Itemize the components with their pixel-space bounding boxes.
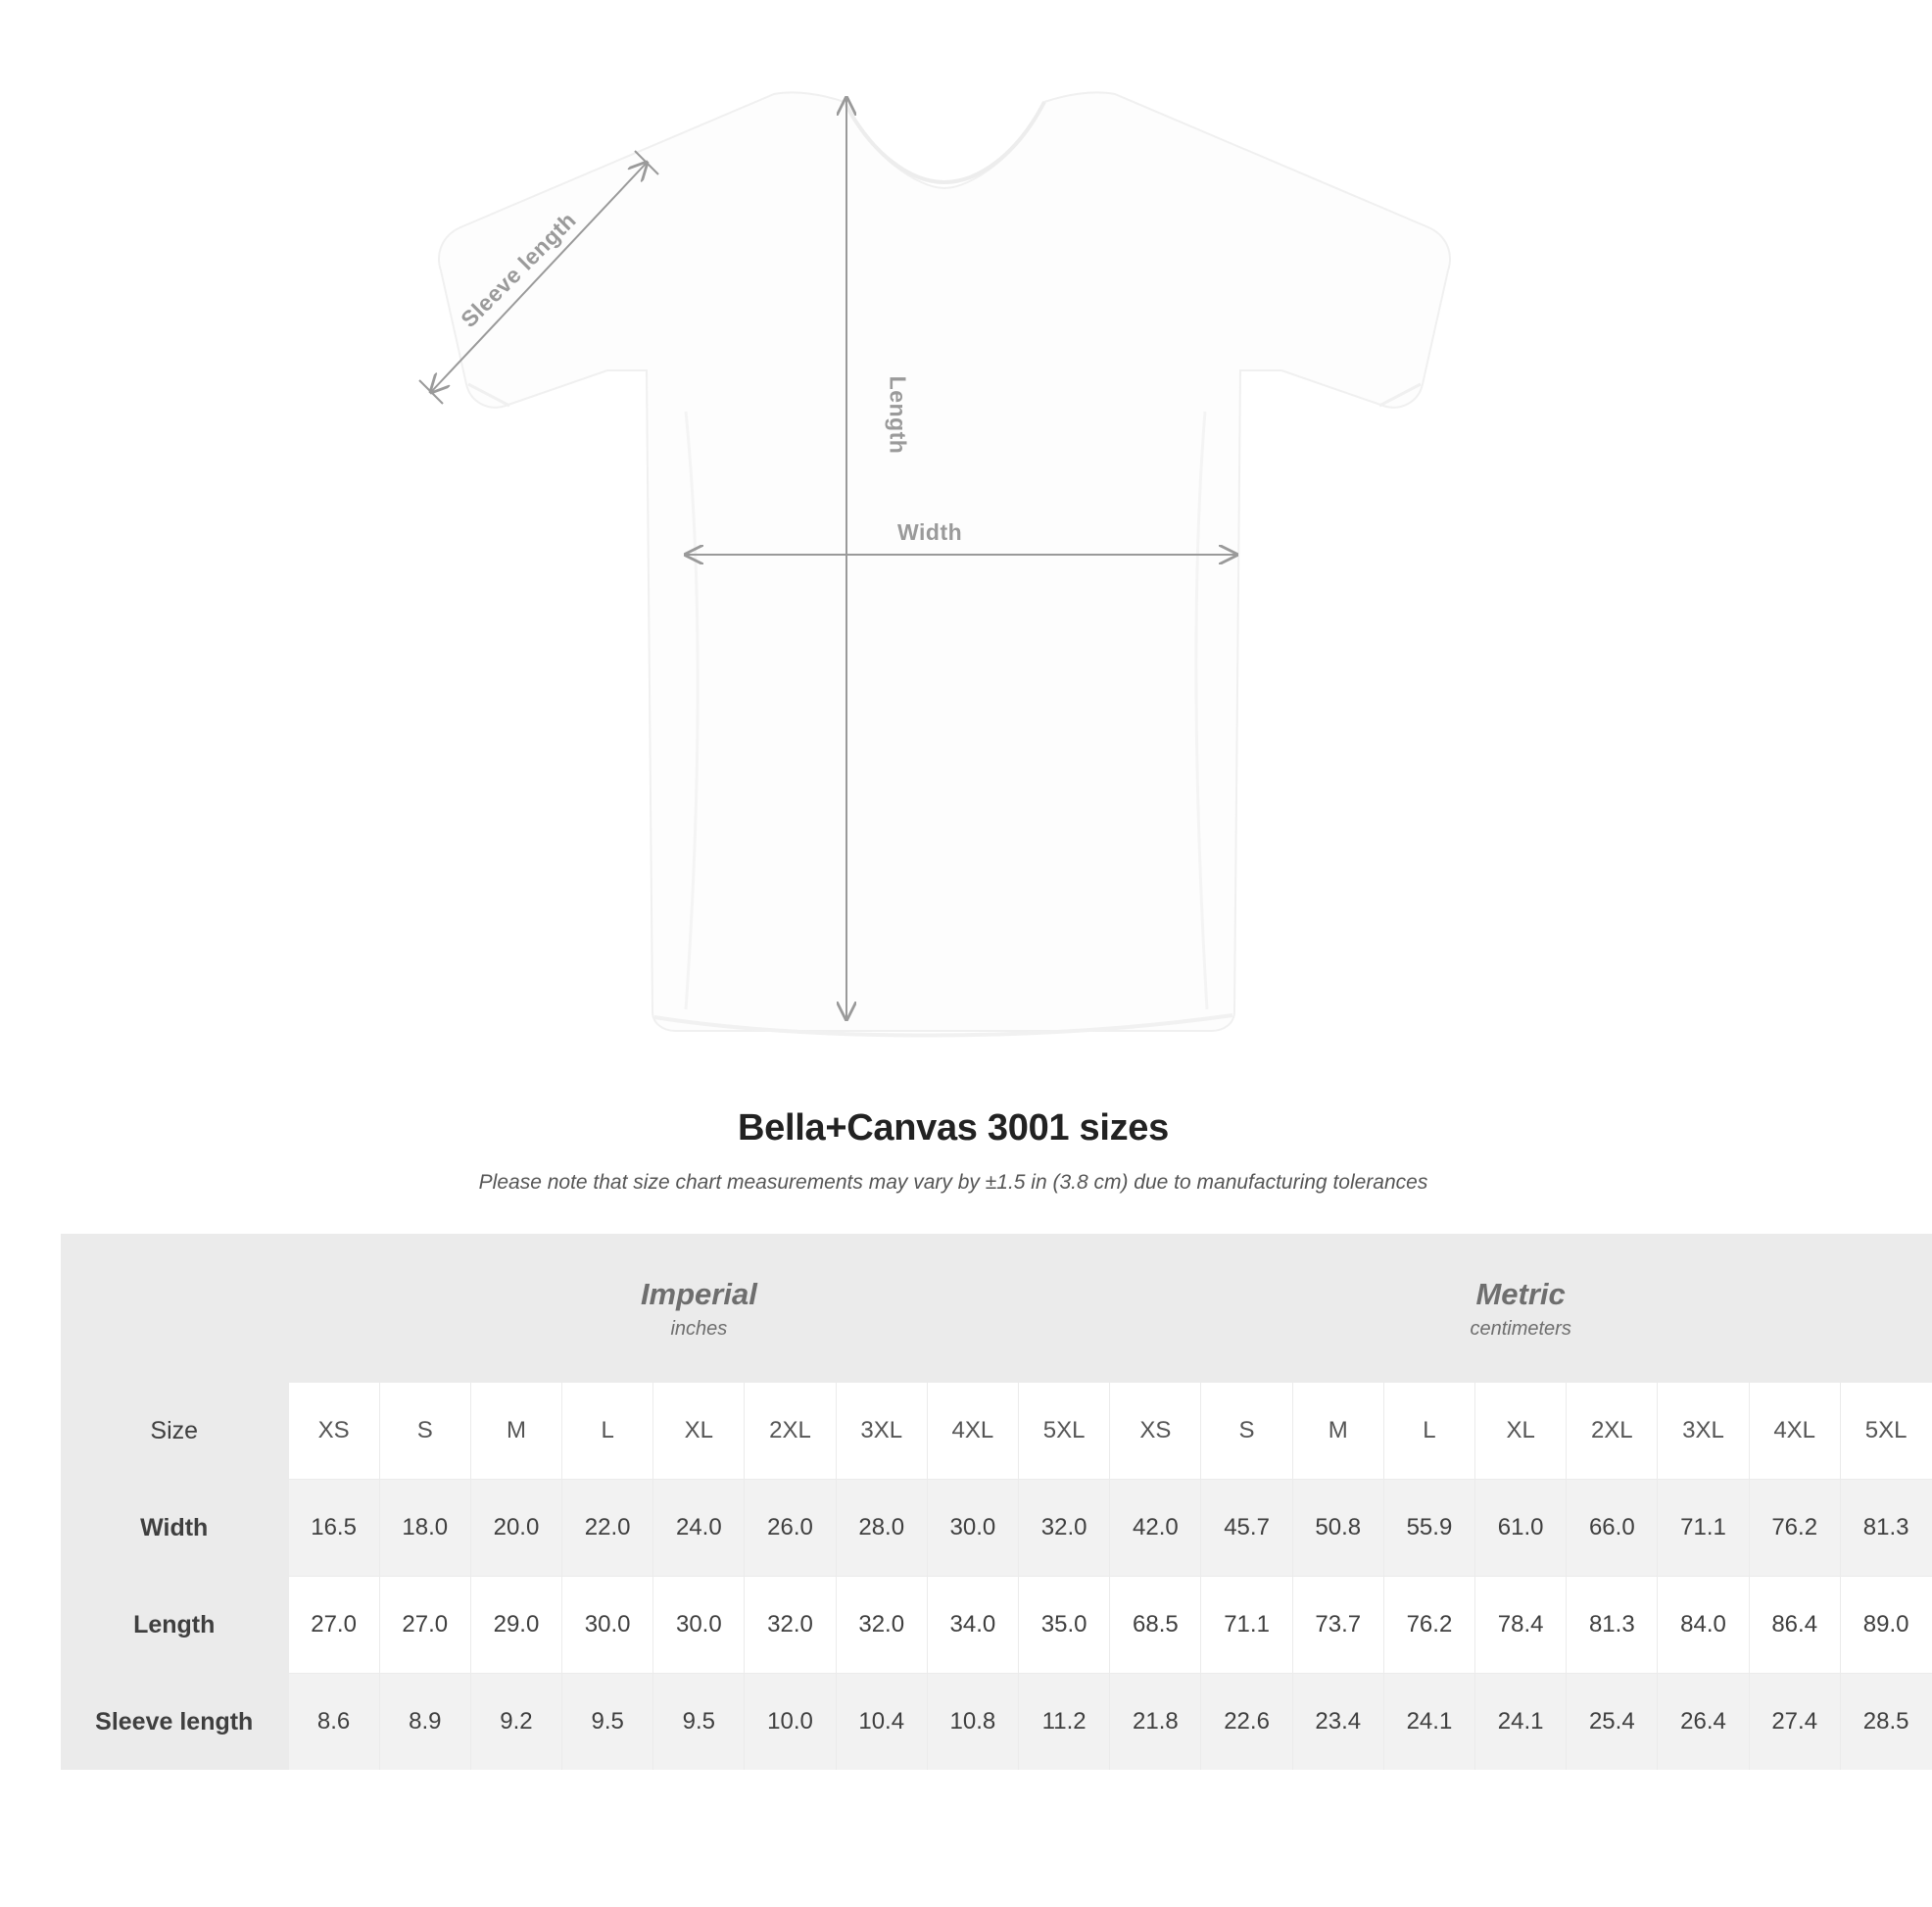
table-cell: 27.0	[288, 1577, 379, 1674]
table-cell: 9.5	[653, 1674, 745, 1771]
unit-header-row	[61, 1234, 1932, 1383]
imperial-title: Imperial	[640, 1277, 757, 1312]
table-cell: 30.0	[562, 1577, 653, 1674]
size-header-cell: S	[379, 1383, 470, 1480]
size-header-cell: 2XL	[1567, 1383, 1658, 1480]
size-header-cell: 2XL	[745, 1383, 836, 1480]
table-cell: 9.2	[470, 1674, 561, 1771]
table-cell: 30.0	[653, 1577, 745, 1674]
row-label: Length	[61, 1577, 288, 1674]
size-header-cell: S	[1201, 1383, 1292, 1480]
table-cell: 24.0	[653, 1480, 745, 1577]
table-cell: 28.5	[1840, 1674, 1931, 1771]
table-cell: 86.4	[1749, 1577, 1840, 1674]
imperial-subtitle: inches	[670, 1317, 728, 1340]
table-cell: 78.4	[1475, 1577, 1567, 1674]
table-cell: 27.4	[1749, 1674, 1840, 1771]
table-cell: 29.0	[470, 1577, 561, 1674]
size-header-cell: 3XL	[836, 1383, 927, 1480]
size-header-cell: M	[1292, 1383, 1383, 1480]
tshirt-shape	[439, 92, 1450, 1035]
table-cell: 22.6	[1201, 1674, 1292, 1771]
table-cell: 71.1	[1201, 1577, 1292, 1674]
table-cell: 76.2	[1383, 1577, 1474, 1674]
table-row	[61, 1577, 1932, 1674]
table-cell: 81.3	[1840, 1480, 1931, 1577]
table-cell: 76.2	[1749, 1480, 1840, 1577]
row-label: Width	[61, 1480, 288, 1577]
table-cell: 8.9	[379, 1674, 470, 1771]
table-cell: 30.0	[927, 1480, 1018, 1577]
table-cell: 10.8	[927, 1674, 1018, 1771]
table-cell: 20.0	[470, 1480, 561, 1577]
table-cell: 73.7	[1292, 1577, 1383, 1674]
table-cell: 50.8	[1292, 1480, 1383, 1577]
table-cell: 10.0	[745, 1674, 836, 1771]
metric-subtitle: centimeters	[1470, 1317, 1571, 1340]
size-header-cell: 4XL	[1749, 1383, 1840, 1480]
metric-title: Metric	[1475, 1277, 1566, 1312]
imperial-unit-cell	[288, 1234, 1110, 1383]
width-label: Width	[897, 519, 963, 545]
table-cell: 16.5	[288, 1480, 379, 1577]
size-header-cell: M	[470, 1383, 561, 1480]
table-cell: 25.4	[1567, 1674, 1658, 1771]
table-cell: 24.1	[1475, 1674, 1567, 1771]
table-cell: 10.4	[836, 1674, 927, 1771]
table-cell: 55.9	[1383, 1480, 1474, 1577]
table-cell: 23.4	[1292, 1674, 1383, 1771]
size-header-cell: L	[562, 1383, 653, 1480]
table-cell: 34.0	[927, 1577, 1018, 1674]
table-cell: 71.1	[1658, 1480, 1749, 1577]
table-row	[61, 1480, 1932, 1577]
size-header-cell: 4XL	[927, 1383, 1018, 1480]
size-header-cell: L	[1383, 1383, 1474, 1480]
unit-spacer-cell	[61, 1234, 288, 1383]
size-header-cell: 5XL	[1840, 1383, 1931, 1480]
table-row	[61, 1674, 1932, 1771]
table-cell: 26.0	[745, 1480, 836, 1577]
table-cell: 9.5	[562, 1674, 653, 1771]
table-cell: 35.0	[1019, 1577, 1110, 1674]
table-cell: 42.0	[1110, 1480, 1201, 1577]
page-title: Bella+Canvas 3001 sizes	[738, 1107, 1169, 1149]
table-cell: 22.0	[562, 1480, 653, 1577]
table-cell: 89.0	[1840, 1577, 1931, 1674]
table-cell: 81.3	[1567, 1577, 1658, 1674]
tolerance-note: Please note that size chart measurements may vary by ±1.5 in (3.8 cm) due to manufacturing tolerances	[478, 1171, 1428, 1194]
table-cell: 8.6	[288, 1674, 379, 1771]
table-cell: 66.0	[1567, 1480, 1658, 1577]
size-header-label: Size	[61, 1383, 288, 1480]
table-cell: 27.0	[379, 1577, 470, 1674]
table-cell: 84.0	[1658, 1577, 1749, 1674]
size-header-row	[61, 1383, 1932, 1480]
metric-unit-cell	[1110, 1234, 1932, 1383]
sleeve-length-label: Sleeve length	[456, 207, 581, 333]
size-header-cell: XL	[653, 1383, 745, 1480]
table-cell: 28.0	[836, 1480, 927, 1577]
size-header-cell: XL	[1475, 1383, 1567, 1480]
length-label: Length	[885, 375, 911, 455]
size-header-cell: XS	[288, 1383, 379, 1480]
row-label: Sleeve length	[61, 1674, 288, 1771]
table-cell: 45.7	[1201, 1480, 1292, 1577]
table-cell: 21.8	[1110, 1674, 1201, 1771]
table-cell: 68.5	[1110, 1577, 1201, 1674]
table-cell: 26.4	[1658, 1674, 1749, 1771]
table-cell: 18.0	[379, 1480, 470, 1577]
size-header-cell: 3XL	[1658, 1383, 1749, 1480]
table-cell: 32.0	[1019, 1480, 1110, 1577]
table-cell: 32.0	[836, 1577, 927, 1674]
size-header-cell: 5XL	[1019, 1383, 1110, 1480]
table-cell: 32.0	[745, 1577, 836, 1674]
table-cell: 61.0	[1475, 1480, 1567, 1577]
table-cell: 24.1	[1383, 1674, 1474, 1771]
size-chart-table	[61, 1234, 1909, 1770]
size-header-cell: XS	[1110, 1383, 1201, 1480]
table-cell: 11.2	[1019, 1674, 1110, 1771]
